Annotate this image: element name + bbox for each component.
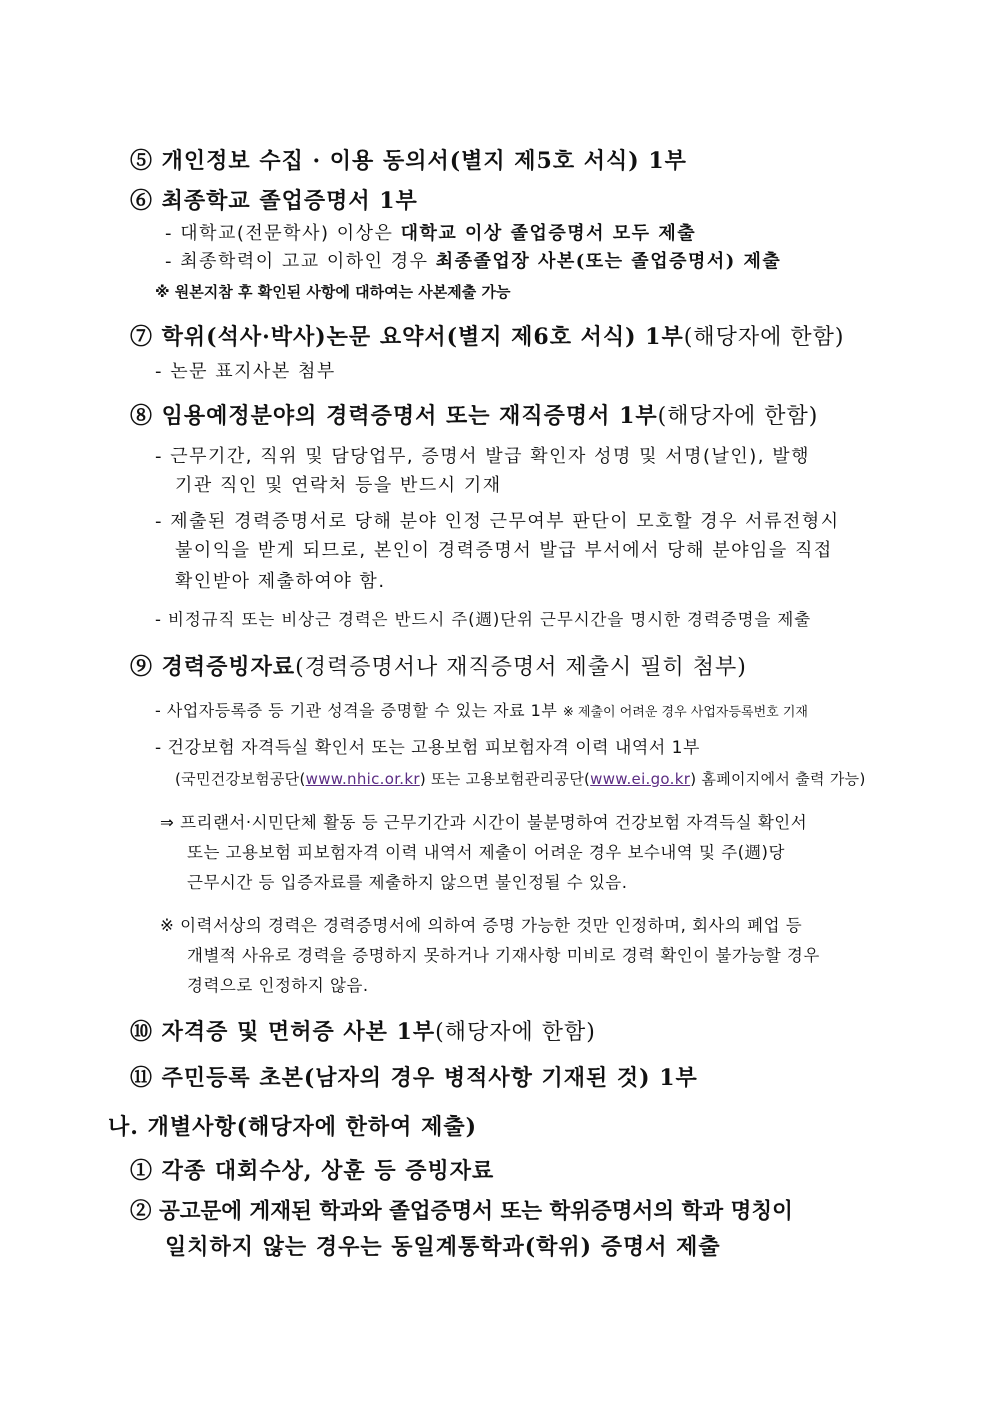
item-9-source-suffix: ) 홈페이지에서 출력 가능)	[690, 770, 866, 788]
item-9-note-line-1: ※ 이력서상의 경력은 경력증명서에 의하여 증명 가능한 것만 인정하며, 회사의 폐업 등	[160, 916, 803, 935]
item-7-title-qualifier: (해당자에 한함)	[683, 325, 845, 350]
item-8-bullet-1-line-2: 기관 직인 및 연락처 등을 반드시 기재	[175, 475, 502, 496]
item-10-title-main: ⑩ 자격증 및 면허증 사본 1부	[130, 1019, 436, 1045]
nhic-link[interactable]: www.nhic.or.kr	[305, 770, 420, 788]
item-8-bullet-3: - 비정규직 또는 비상근 경력은 반드시 주(週)단위 근무시간을 명시한 경력증명을 제출	[155, 610, 812, 629]
ei-link[interactable]: www.ei.go.kr	[590, 770, 691, 788]
item-6-bullet-1-emphasis: 대학교 이상 졸업증명서 모두 제출	[400, 223, 697, 244]
item-9-title	[130, 656, 747, 679]
item-6-bullet-1-text: - 대학교(전문학사) 이상은	[165, 223, 401, 244]
item-9-arrow-line-2: 또는 고용보험 피보험자격 이력 내역서 제출이 어려운 경우 보수내역 및 주(週)당	[187, 843, 785, 862]
item-9-bullet-2: - 건강보험 자격득실 확인서 또는 고용보험 피보험자격 이력 내역서 1부	[155, 738, 700, 758]
item-11-title: ⑪ 주민등록 초본(남자의 경우 병적사항 기재된 것) 1부	[130, 1065, 698, 1091]
item-9-bullet-1	[155, 703, 808, 719]
item-9-source-middle: ) 또는 고용보험관리공단(	[419, 770, 591, 788]
section-na-title: 나. 개별사항(해당자에 한하여 제출)	[108, 1114, 477, 1140]
item-8-bullet-1-line-1: - 근무기간, 직위 및 담당업무, 증명서 발급 확인자 성명 및 서명(날인), 발행	[155, 446, 811, 467]
item-6-bullet-1	[165, 225, 696, 243]
section-na-item-2-line-2: 일치하지 않는 경우는 동일계통학과(학위) 증명서 제출	[165, 1234, 721, 1260]
item-9-bullet-1-note: ※ 제출이 어려운 경우 사업자등록번호 기재	[562, 705, 808, 720]
item-5-title: ⑤ 개인정보 수집 · 이용 동의서(별지 제5호 서식) 1부	[130, 148, 687, 174]
item-9-bullet-2-sources	[175, 772, 866, 787]
item-8-bullet-2-line-2: 불이익을 받게 되므로, 본인이 경력증명서 발급 부서에서 당해 분야임을 직접	[175, 540, 833, 561]
item-7-title-main: ⑦ 학위(석사·박사)논문 요약서(별지 제6호 서식) 1부	[130, 324, 684, 350]
item-9-arrow-line-3: 근무시간 등 입증자료를 제출하지 않으면 불인정될 수 있음.	[187, 873, 628, 892]
item-9-title-qualifier: (경력증명서나 재직증명서 제출시 필히 첨부)	[295, 655, 747, 680]
item-8-bullet-2-line-1: - 제출된 경력증명서로 당해 분야 인정 근무여부 판단이 모호할 경우 서류전형시	[155, 511, 840, 532]
item-8-title-qualifier: (해당자에 한함)	[657, 404, 819, 429]
item-8-title-main: ⑧ 임용예정분야의 경력증명서 또는 재직증명서 1부	[130, 403, 658, 429]
item-8-bullet-2-line-3: 확인받아 제출하여야 함.	[175, 571, 386, 592]
item-7-title	[130, 326, 844, 349]
item-6-note: ※ 원본지참 후 확인된 사항에 대하여는 사본제출 가능	[155, 283, 511, 301]
item-9-arrow-line-1: ⇒ 프리랜서·시민단체 활동 등 근무기간과 시간이 불분명하여 건강보험 자격득실 확인서	[160, 813, 808, 832]
item-9-note-line-2: 개별적 사유로 경력을 증명하지 못하거나 기재사항 미비로 경력 확인이 불가능할 경우	[187, 946, 820, 965]
item-6-bullet-2-emphasis: 최종졸업장 사본(또는 졸업증명서) 제출	[435, 251, 782, 272]
item-10-title-qualifier: (해당자에 한함)	[435, 1020, 596, 1045]
item-9-bullet-1-text: - 사업자등록증 등 기관 성격을 증명할 수 있는 자료 1부	[155, 701, 558, 720]
item-8-title	[130, 405, 818, 428]
item-10-title	[130, 1021, 596, 1044]
section-na-item-1: ① 각종 대회수상, 상훈 등 증빙자료	[130, 1158, 495, 1184]
item-7-bullet-1: - 논문 표지사본 첨부	[155, 361, 336, 382]
section-na-item-2-line-1: ② 공고문에 게재된 학과와 졸업증명서 또는 학위증명서의 학과 명칭이	[130, 1199, 793, 1224]
item-6-title: ⑥ 최종학교 졸업증명서 1부	[130, 188, 418, 214]
item-9-source-prefix: (국민건강보험공단(	[175, 770, 306, 788]
item-6-bullet-2	[165, 253, 781, 271]
item-9-note-line-3: 경력으로 인정하지 않음.	[187, 976, 369, 995]
item-6-bullet-2-text: - 최종학력이 고교 이하인 경우	[165, 251, 436, 272]
item-9-title-main: ⑨ 경력증빙자료	[130, 654, 296, 680]
